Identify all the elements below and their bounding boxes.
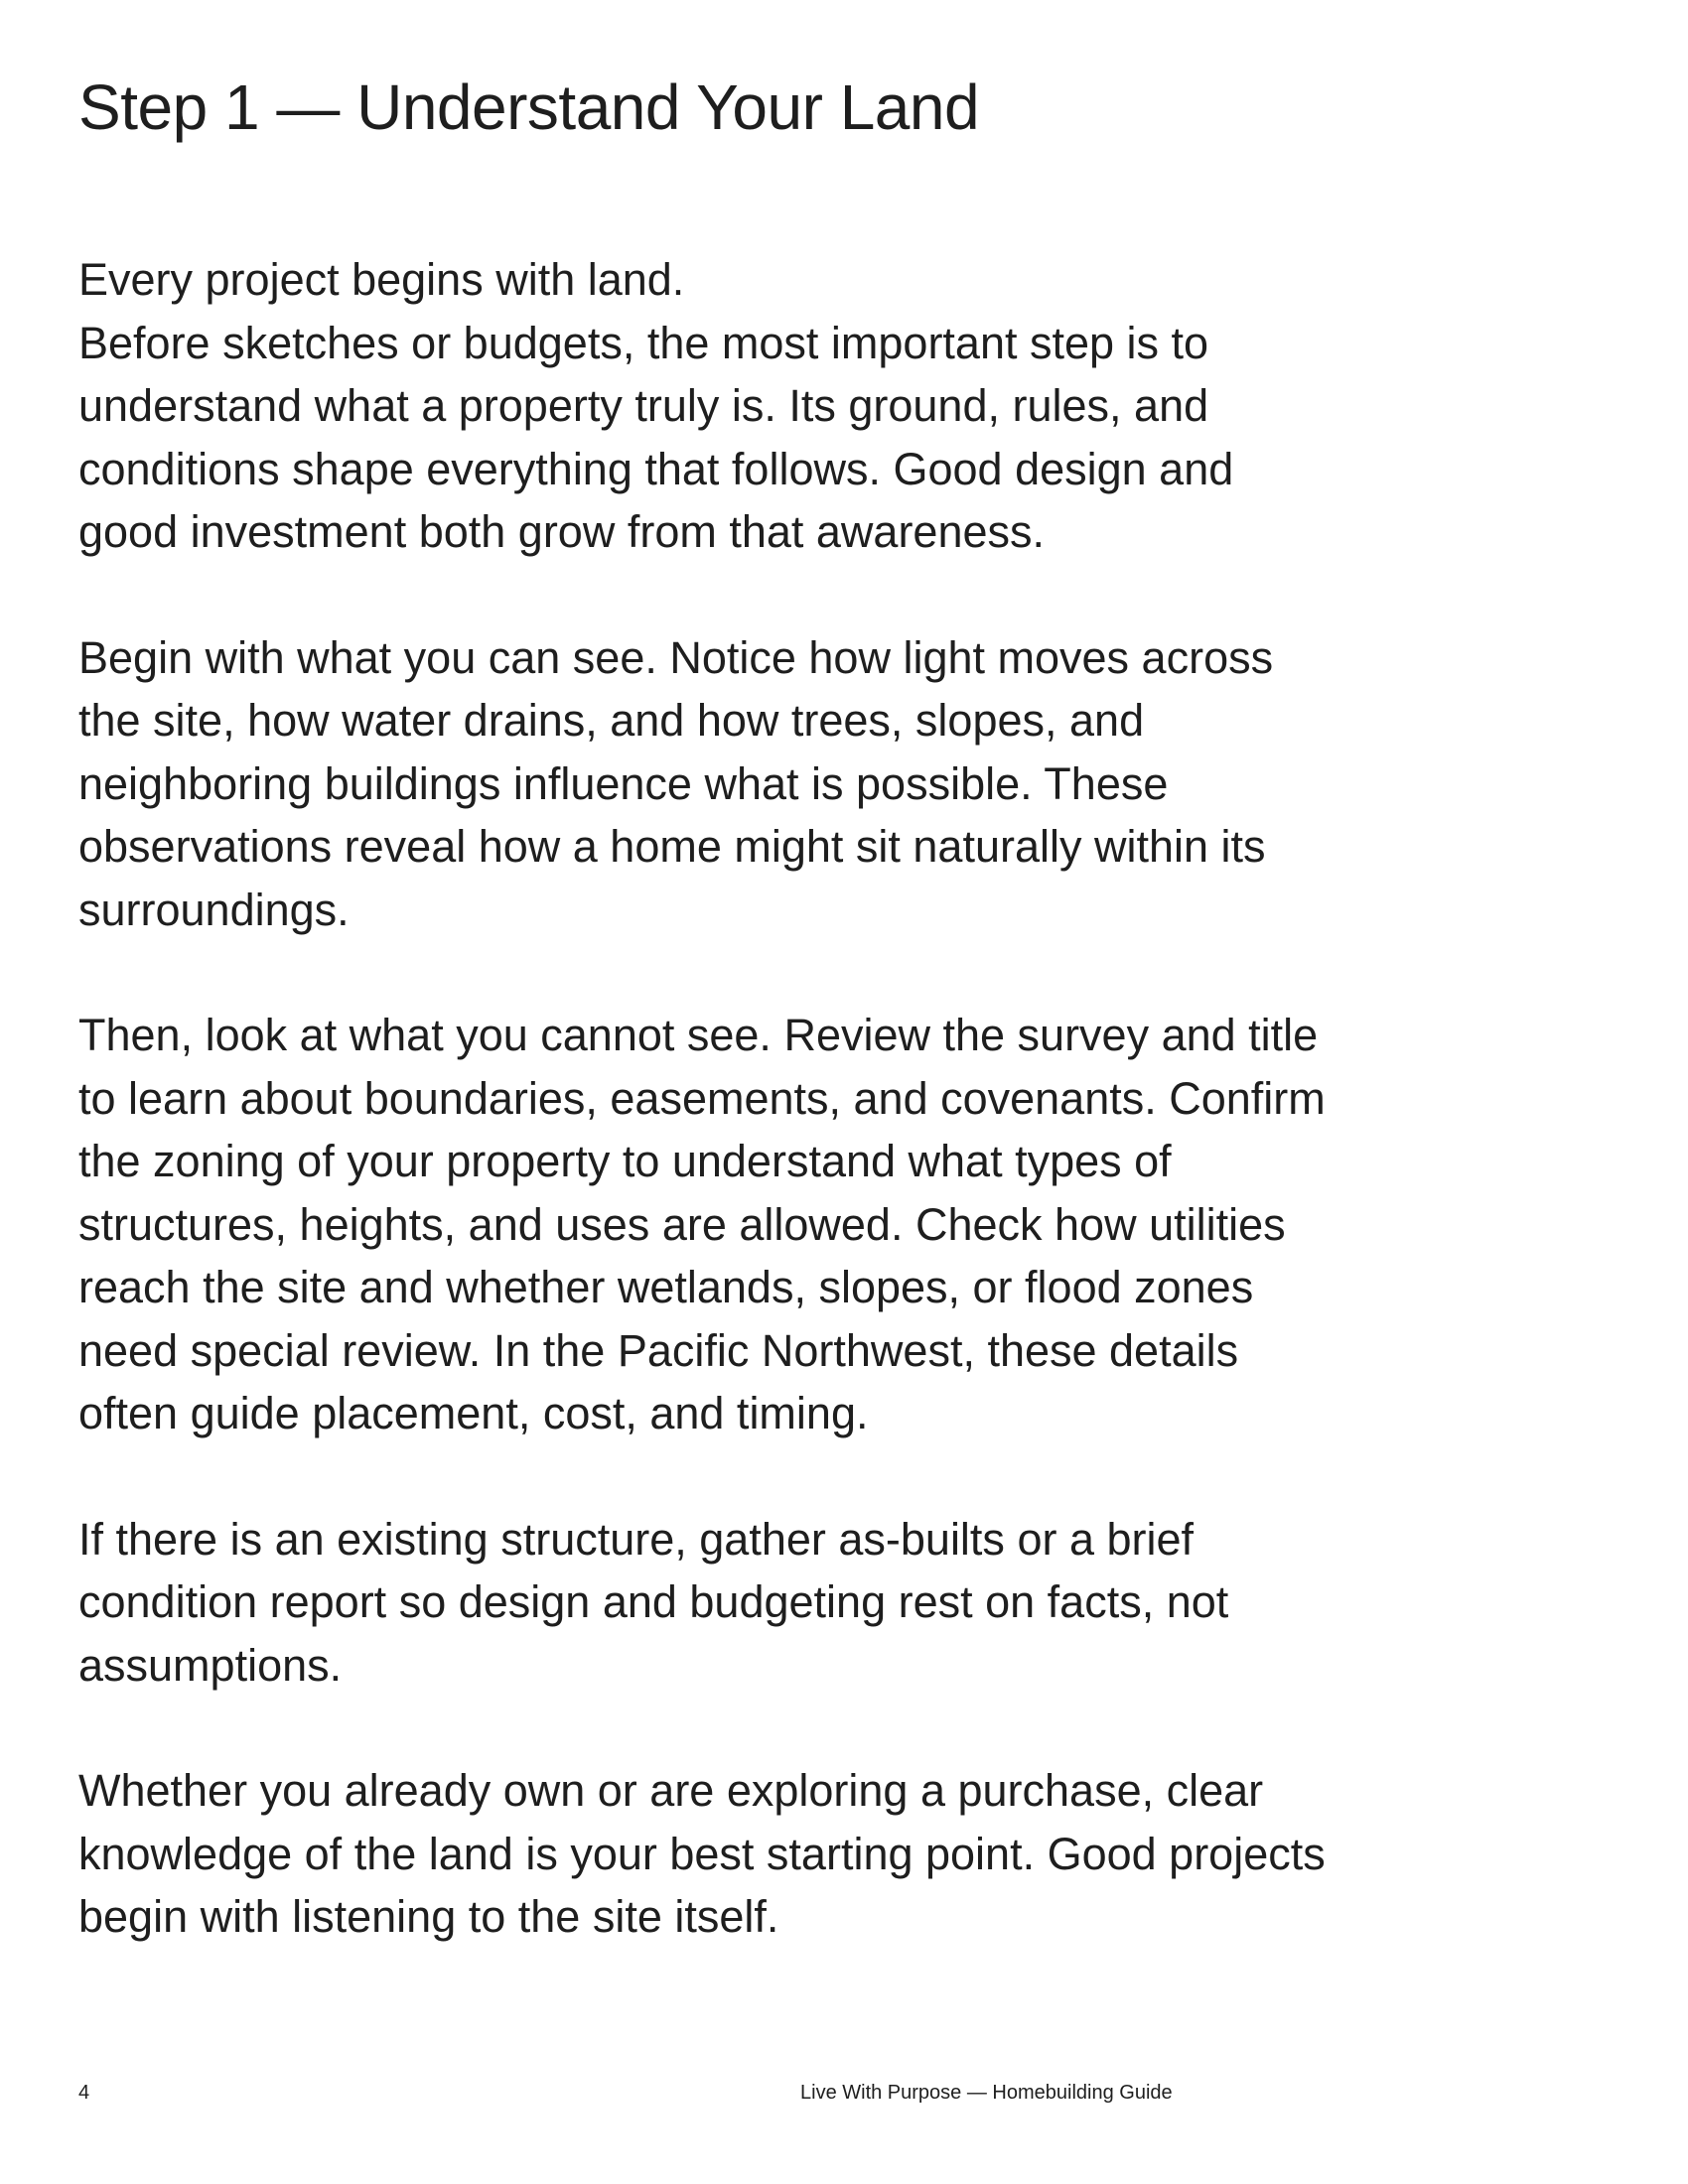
footer-publication-title: Live With Purpose — Homebuilding Guide	[800, 2082, 1173, 2104]
paragraph-line: If there is an existing structure, gather as-builts or a brief	[78, 1513, 1195, 1565]
body-text	[78, 248, 1528, 2011]
paragraph-line: good investment both grow from that awareness.	[78, 506, 1046, 557]
paragraph-visible-conditions	[78, 626, 1528, 942]
paragraph-intro	[78, 248, 1528, 564]
page-number: 4	[78, 2082, 90, 2104]
paragraph-line: Whether you already own or are exploring a purchase, clear	[78, 1765, 1264, 1816]
paragraph-line: understand what a property truly is. Its ground, rules, and	[78, 380, 1209, 431]
paragraph-line: conditions shape everything that follows. Good design and	[78, 443, 1234, 494]
paragraph-line: Before sketches or budgets, the most important step is to	[78, 317, 1209, 368]
paragraph-line: neighboring buildings influence what is possible. These	[78, 757, 1169, 809]
paragraph-line: Then, look at what you cannot see. Review the survey and title	[78, 1010, 1319, 1060]
paragraph-line: the site, how water drains, and how trees, slopes, and	[78, 695, 1145, 746]
paragraph-line: often guide placement, cost, and timing.	[78, 1388, 869, 1438]
paragraph-line: the zoning of your property to understand what types of	[78, 1136, 1172, 1186]
paragraph-line: knowledge of the land is your best starting point. Good projects	[78, 1828, 1326, 1879]
paragraph-line: begin with listening to the site itself.	[78, 1891, 779, 1942]
paragraph-line: reach the site and whether wetlands, slopes, or flood zones	[78, 1262, 1254, 1312]
paragraph-line: need special review. In the Pacific Northwest, these details	[78, 1324, 1239, 1376]
paragraph-line: structures, heights, and uses are allowed. Check how utilities	[78, 1198, 1286, 1250]
paragraph-line: surroundings.	[78, 884, 350, 935]
paragraph-hidden-conditions	[78, 1004, 1528, 1445]
paragraph-line: Begin with what you can see. Notice how light moves across	[78, 631, 1274, 683]
paragraph-line: Every project begins with land.	[78, 254, 685, 305]
paragraph-line: assumptions.	[78, 1639, 343, 1691]
paragraph-line: condition report so design and budgeting rest on facts, not	[78, 1576, 1229, 1627]
paragraph-conclusion	[78, 1759, 1528, 1949]
paragraph-line: to learn about boundaries, easements, and covenants. Confirm	[78, 1072, 1326, 1124]
paragraph-line: observations reveal how a home might sit naturally within its	[78, 821, 1266, 872]
page-title: Step 1 — Understand Your Land	[78, 71, 980, 143]
paragraph-existing-structure	[78, 1508, 1528, 1698]
